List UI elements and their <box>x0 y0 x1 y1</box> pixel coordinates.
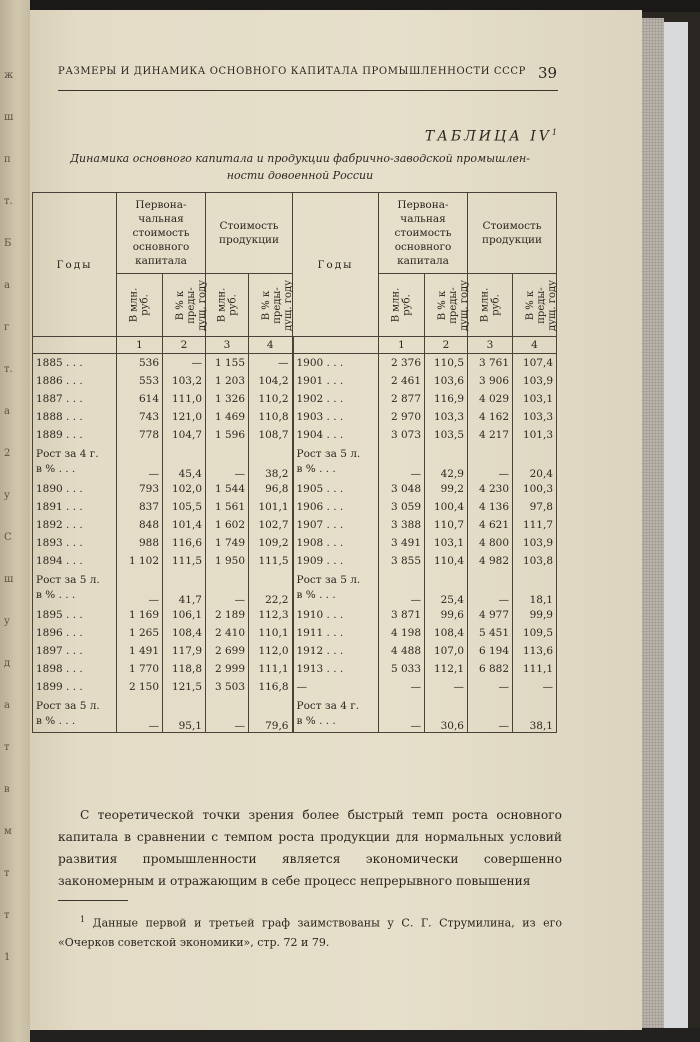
table-label <box>370 128 560 145</box>
value-cell: 101,4 <box>163 516 206 534</box>
table-row-growth <box>33 696 557 733</box>
col-num: 2 <box>163 337 206 354</box>
col-num: 4 <box>513 337 557 354</box>
value-cell: 1 561 <box>206 498 249 516</box>
value-cell: — <box>249 354 293 373</box>
value-cell: 100,3 <box>513 480 557 498</box>
value-cell: — <box>468 696 513 733</box>
value-cell: 99,6 <box>425 606 468 624</box>
value-cell: 1 469 <box>206 408 249 426</box>
col-num: 1 <box>379 337 425 354</box>
book-page-edges <box>642 18 664 1028</box>
value-cell: 99,9 <box>513 606 557 624</box>
table-row <box>33 534 557 552</box>
value-cell: 5 033 <box>379 660 425 678</box>
value-cell: 1 950 <box>206 552 249 570</box>
value-cell: — <box>468 444 513 480</box>
value-cell: — <box>163 354 206 373</box>
year-cell: — <box>293 678 379 696</box>
col-num: 1 <box>117 337 163 354</box>
value-cell: 112,3 <box>249 606 293 624</box>
table-row <box>33 552 557 570</box>
value-cell: 4 230 <box>468 480 513 498</box>
value-cell: — <box>117 444 163 480</box>
value-cell: 3 503 <box>206 678 249 696</box>
value-cell: 3 855 <box>379 552 425 570</box>
year-cell: 1899 . . . <box>33 678 117 696</box>
value-cell: 2 410 <box>206 624 249 642</box>
value-cell: 102,7 <box>249 516 293 534</box>
value-cell: — <box>117 570 163 606</box>
value-cell: 103,8 <box>513 552 557 570</box>
value-cell: 111,5 <box>249 552 293 570</box>
value-cell: 104,2 <box>249 372 293 390</box>
value-cell: 112,1 <box>425 660 468 678</box>
value-cell: 106,1 <box>163 606 206 624</box>
value-cell: 553 <box>117 372 163 390</box>
value-cell: 97,8 <box>513 498 557 516</box>
value-cell: 793 <box>117 480 163 498</box>
value-cell: 110,8 <box>249 408 293 426</box>
value-cell: 848 <box>117 516 163 534</box>
header-capital-right: Первона- чальная стоимость основного капитала <box>379 193 468 274</box>
value-cell: 1 326 <box>206 390 249 408</box>
facing-page-text-fragment: а <box>4 280 10 291</box>
value-cell: — <box>425 678 468 696</box>
value-cell: 22,2 <box>249 570 293 606</box>
table-row <box>33 642 557 660</box>
value-cell: 103,6 <box>425 372 468 390</box>
table-row-growth <box>33 444 557 480</box>
col-num: 3 <box>468 337 513 354</box>
facing-page-text-fragment: 2 <box>4 448 11 459</box>
value-cell: 1 265 <box>117 624 163 642</box>
value-cell: 988 <box>117 534 163 552</box>
facing-page-text-fragment: ш <box>4 112 14 123</box>
value-cell: 100,4 <box>425 498 468 516</box>
year-cell: 1902 . . . <box>293 390 379 408</box>
value-cell: 108,4 <box>425 624 468 642</box>
value-cell: 102,0 <box>163 480 206 498</box>
col-num: 3 <box>206 337 249 354</box>
growth-label-line-1: Рост за 5 л. <box>296 574 361 586</box>
value-cell: — <box>468 570 513 606</box>
value-cell: 110,2 <box>249 390 293 408</box>
value-cell: 778 <box>117 426 163 444</box>
value-cell: 614 <box>117 390 163 408</box>
year-cell: 1897 . . . <box>33 642 117 660</box>
year-cell: 1906 . . . <box>293 498 379 516</box>
value-cell: 4 800 <box>468 534 513 552</box>
book-page <box>30 10 642 1030</box>
value-cell: 3 871 <box>379 606 425 624</box>
value-cell: 4 136 <box>468 498 513 516</box>
table-row <box>33 408 557 426</box>
value-cell: 25,4 <box>425 570 468 606</box>
facing-page-text-fragment: т <box>4 742 10 753</box>
value-cell: 1 203 <box>206 372 249 390</box>
value-cell: 103,5 <box>425 426 468 444</box>
table-row <box>33 606 557 624</box>
year-cell: 1909 . . . <box>293 552 379 570</box>
growth-label-line-2: в % . . . <box>36 463 76 475</box>
year-cell: 1887 . . . <box>33 390 117 408</box>
value-cell: 112,0 <box>249 642 293 660</box>
value-cell: — <box>379 678 425 696</box>
value-cell: 42,9 <box>425 444 468 480</box>
subheader-pct: В % к преды- дущ. году <box>425 274 468 337</box>
value-cell: 2 461 <box>379 372 425 390</box>
value-cell: 4 977 <box>468 606 513 624</box>
value-cell: 103,3 <box>425 408 468 426</box>
footnote <box>58 910 562 952</box>
col-num-blank <box>33 337 117 354</box>
value-cell: 3 388 <box>379 516 425 534</box>
table-row <box>33 660 557 678</box>
value-cell: 103,2 <box>163 372 206 390</box>
facing-page-text-fragment: д <box>4 658 11 669</box>
growth-label-line-2: в % . . . <box>36 589 76 601</box>
value-cell: 116,9 <box>425 390 468 408</box>
year-cell: 1895 . . . <box>33 606 117 624</box>
header-rule <box>58 90 558 91</box>
running-head: РАЗМЕРЫ И ДИНАМИКА ОСНОВНОГО КАПИТАЛА ПРОМЫШЛЕННОСТИ СССР <box>58 66 526 77</box>
year-cell: 1891 . . . <box>33 498 117 516</box>
value-cell: 116,8 <box>249 678 293 696</box>
year-cell: 1896 . . . <box>33 624 117 642</box>
header-years-left: Годы <box>33 193 117 337</box>
value-cell: 111,1 <box>513 660 557 678</box>
value-cell: 1 770 <box>117 660 163 678</box>
value-cell: 111,5 <box>163 552 206 570</box>
facing-page-text-fragment: г <box>4 322 10 333</box>
col-num: 4 <box>249 337 293 354</box>
value-cell: 96,8 <box>249 480 293 498</box>
facing-page-text-fragment: ш <box>4 574 14 585</box>
year-cell <box>293 570 379 606</box>
value-cell: 103,9 <box>513 534 557 552</box>
table-caption-line-2: ности довоенной России <box>226 169 374 182</box>
year-cell: 1894 . . . <box>33 552 117 570</box>
year-cell: 1912 . . . <box>293 642 379 660</box>
book-cover-edge <box>664 22 688 1028</box>
subheader-mln: В млн. руб. <box>468 274 513 337</box>
year-cell <box>33 570 117 606</box>
facing-page-text-fragment: п <box>4 154 11 165</box>
growth-label-line-2: в % . . . <box>36 715 76 727</box>
value-cell: 743 <box>117 408 163 426</box>
facing-page-text-fragment: С <box>4 532 12 543</box>
value-cell: 30,6 <box>425 696 468 733</box>
table-row <box>33 480 557 498</box>
growth-label-line-2: в % . . . <box>296 715 336 727</box>
value-cell: — <box>468 678 513 696</box>
year-cell: 1901 . . . <box>293 372 379 390</box>
value-cell: 41,7 <box>163 570 206 606</box>
value-cell: 117,9 <box>163 642 206 660</box>
value-cell: 110,1 <box>249 624 293 642</box>
value-cell: 99,2 <box>425 480 468 498</box>
year-cell <box>33 444 117 480</box>
value-cell: 121,5 <box>163 678 206 696</box>
table-row-growth <box>33 570 557 606</box>
value-cell: — <box>513 678 557 696</box>
year-cell: 1908 . . . <box>293 534 379 552</box>
value-cell: 79,6 <box>249 696 293 733</box>
value-cell: 1 602 <box>206 516 249 534</box>
value-cell: 3 906 <box>468 372 513 390</box>
table-caption <box>30 150 570 184</box>
value-cell: 118,8 <box>163 660 206 678</box>
value-cell: 4 162 <box>468 408 513 426</box>
value-cell: — <box>206 570 249 606</box>
value-cell: 4 621 <box>468 516 513 534</box>
value-cell: 6 882 <box>468 660 513 678</box>
value-cell: 1 749 <box>206 534 249 552</box>
year-cell: 1890 . . . <box>33 480 117 498</box>
value-cell: 116,6 <box>163 534 206 552</box>
year-cell: 1907 . . . <box>293 516 379 534</box>
table-row <box>33 516 557 534</box>
value-cell: 4 982 <box>468 552 513 570</box>
value-cell: 95,1 <box>163 696 206 733</box>
facing-page-text-fragment: в <box>4 784 10 795</box>
value-cell: 101,3 <box>513 426 557 444</box>
value-cell: 111,0 <box>163 390 206 408</box>
col-num-blank <box>293 337 379 354</box>
value-cell: 3 761 <box>468 354 513 373</box>
value-cell: 3 048 <box>379 480 425 498</box>
value-cell: — <box>379 696 425 733</box>
footnote-text: Данные первой и третьей граф заимствованы у С. Г. Струмилина, из его «Очерков советской экономики», стр. 72 и 79. <box>58 916 563 949</box>
value-cell: 110,7 <box>425 516 468 534</box>
value-cell: 1 155 <box>206 354 249 373</box>
value-cell: 4 029 <box>468 390 513 408</box>
facing-page-text-fragment: т <box>4 868 10 879</box>
table-row <box>33 498 557 516</box>
body-paragraph <box>58 804 562 892</box>
footnote-mark: 1 <box>80 915 86 924</box>
year-cell: 1892 . . . <box>33 516 117 534</box>
table-row <box>33 426 557 444</box>
body-paragraph-text: С теоретической точки зрения более быстрый темп роста основного капитала в сравнении с темпом роста продукции для нормальных условий развития промышленности является экономически совершенно закономерным и отражающим в себе процесс непрерывного повышения <box>58 808 562 888</box>
value-cell: 1 544 <box>206 480 249 498</box>
value-cell: 837 <box>117 498 163 516</box>
facing-page-text-fragment: Б <box>4 238 12 249</box>
header-output-right: Стоимость продукции <box>468 193 557 274</box>
value-cell: 108,4 <box>163 624 206 642</box>
subheader-mln: В млн. руб. <box>206 274 249 337</box>
table-row <box>33 678 557 696</box>
table-label-footnote-mark: 1 <box>551 128 560 137</box>
value-cell: 111,1 <box>249 660 293 678</box>
value-cell: 103,9 <box>513 372 557 390</box>
value-cell: 45,4 <box>163 444 206 480</box>
value-cell: 108,7 <box>249 426 293 444</box>
facing-page-text-fragment: у <box>4 616 10 627</box>
growth-label-line-2: в % . . . <box>296 589 336 601</box>
value-cell: 4 198 <box>379 624 425 642</box>
facing-page-text-fragment: 1 <box>4 952 11 963</box>
year-cell: 1910 . . . <box>293 606 379 624</box>
table-label-text: ТАБЛИЦА IV <box>424 128 552 145</box>
year-cell: 1913 . . . <box>293 660 379 678</box>
value-cell: 110,5 <box>425 354 468 373</box>
facing-page-text-fragment: т. <box>4 364 13 375</box>
facing-page-text-fragment: а <box>4 406 10 417</box>
subheader-pct: В % к преды- дущ. году <box>163 274 206 337</box>
year-cell <box>293 444 379 480</box>
value-cell: 111,7 <box>513 516 557 534</box>
page-number: 39 <box>538 64 558 82</box>
year-cell <box>293 696 379 733</box>
value-cell: 20,4 <box>513 444 557 480</box>
value-cell: 2 699 <box>206 642 249 660</box>
year-cell: 1904 . . . <box>293 426 379 444</box>
year-cell: 1893 . . . <box>33 534 117 552</box>
header-output-left: Стоимость продукции <box>206 193 293 274</box>
table-row <box>33 624 557 642</box>
data-table <box>32 192 557 733</box>
value-cell: 113,6 <box>513 642 557 660</box>
value-cell: — <box>206 444 249 480</box>
value-cell: 107,4 <box>513 354 557 373</box>
value-cell: 104,7 <box>163 426 206 444</box>
year-cell: 1898 . . . <box>33 660 117 678</box>
value-cell: 38,1 <box>513 696 557 733</box>
value-cell: — <box>117 696 163 733</box>
table-row <box>33 390 557 408</box>
subheader-pct: В % к преды- дущ. году <box>513 274 557 337</box>
growth-label-line-1: Рост за 5 л. <box>36 574 100 586</box>
facing-page-text-fragment: а <box>4 700 10 711</box>
value-cell: 1 102 <box>117 552 163 570</box>
growth-label-line-2: в % . . . <box>296 463 336 475</box>
value-cell: 1 169 <box>117 606 163 624</box>
facing-page-edge <box>0 0 30 1042</box>
header-capital-left: Первона- чальная стоимость основного капитала <box>117 193 206 274</box>
value-cell: 109,2 <box>249 534 293 552</box>
value-cell: 2 877 <box>379 390 425 408</box>
header-years-right: Годы <box>293 193 379 337</box>
growth-label-line-1: Рост за 5 л. <box>36 700 100 712</box>
facing-page-text-fragment: т <box>4 910 10 921</box>
growth-label-line-1: Рост за 4 г. <box>296 700 360 712</box>
value-cell: 6 194 <box>468 642 513 660</box>
value-cell: 1 596 <box>206 426 249 444</box>
scan-background-bottom <box>30 1028 700 1042</box>
value-cell: 1 491 <box>117 642 163 660</box>
value-cell: 121,0 <box>163 408 206 426</box>
facing-page-text-fragment: ж <box>4 70 14 81</box>
growth-label-line-1: Рост за 5 л. <box>296 448 361 460</box>
value-cell: 103,1 <box>425 534 468 552</box>
growth-label-line-1: Рост за 4 г. <box>36 448 99 460</box>
subheader-pct: В % к преды- дущ. году <box>249 274 293 337</box>
value-cell: 3 059 <box>379 498 425 516</box>
value-cell: 18,1 <box>513 570 557 606</box>
value-cell: 2 376 <box>379 354 425 373</box>
value-cell: 5 451 <box>468 624 513 642</box>
value-cell: — <box>379 570 425 606</box>
year-cell: 1886 . . . <box>33 372 117 390</box>
value-cell: 3 491 <box>379 534 425 552</box>
value-cell: 4 217 <box>468 426 513 444</box>
value-cell: 2 189 <box>206 606 249 624</box>
table-caption-line-1: Динамика основного капитала и продукции фабрично-заводской промышлен- <box>70 152 530 165</box>
value-cell: 2 970 <box>379 408 425 426</box>
value-cell: 101,1 <box>249 498 293 516</box>
facing-page-text-fragment: м <box>4 826 12 837</box>
year-cell <box>33 696 117 733</box>
value-cell: 109,5 <box>513 624 557 642</box>
year-cell: 1889 . . . <box>33 426 117 444</box>
table-row <box>33 372 557 390</box>
year-cell: 1903 . . . <box>293 408 379 426</box>
value-cell: 105,5 <box>163 498 206 516</box>
value-cell: 4 488 <box>379 642 425 660</box>
facing-page-text-fragment: у <box>4 490 10 501</box>
value-cell: 2 150 <box>117 678 163 696</box>
value-cell: — <box>206 696 249 733</box>
year-cell: 1888 . . . <box>33 408 117 426</box>
col-num: 2 <box>425 337 468 354</box>
subheader-mln: В млн. руб. <box>117 274 163 337</box>
year-cell: 1885 . . . <box>33 354 117 373</box>
table-row <box>33 354 557 373</box>
year-cell: 1905 . . . <box>293 480 379 498</box>
value-cell: 103,3 <box>513 408 557 426</box>
value-cell: 3 073 <box>379 426 425 444</box>
year-cell: 1911 . . . <box>293 624 379 642</box>
value-cell: 38,2 <box>249 444 293 480</box>
value-cell: 2 999 <box>206 660 249 678</box>
footnote-rule <box>58 900 128 901</box>
year-cell: 1900 . . . <box>293 354 379 373</box>
value-cell: 103,1 <box>513 390 557 408</box>
value-cell: — <box>379 444 425 480</box>
value-cell: 536 <box>117 354 163 373</box>
facing-page-text-fragment: т. <box>4 196 13 207</box>
value-cell: 107,0 <box>425 642 468 660</box>
value-cell: 110,4 <box>425 552 468 570</box>
subheader-mln: В млн. руб. <box>379 274 425 337</box>
